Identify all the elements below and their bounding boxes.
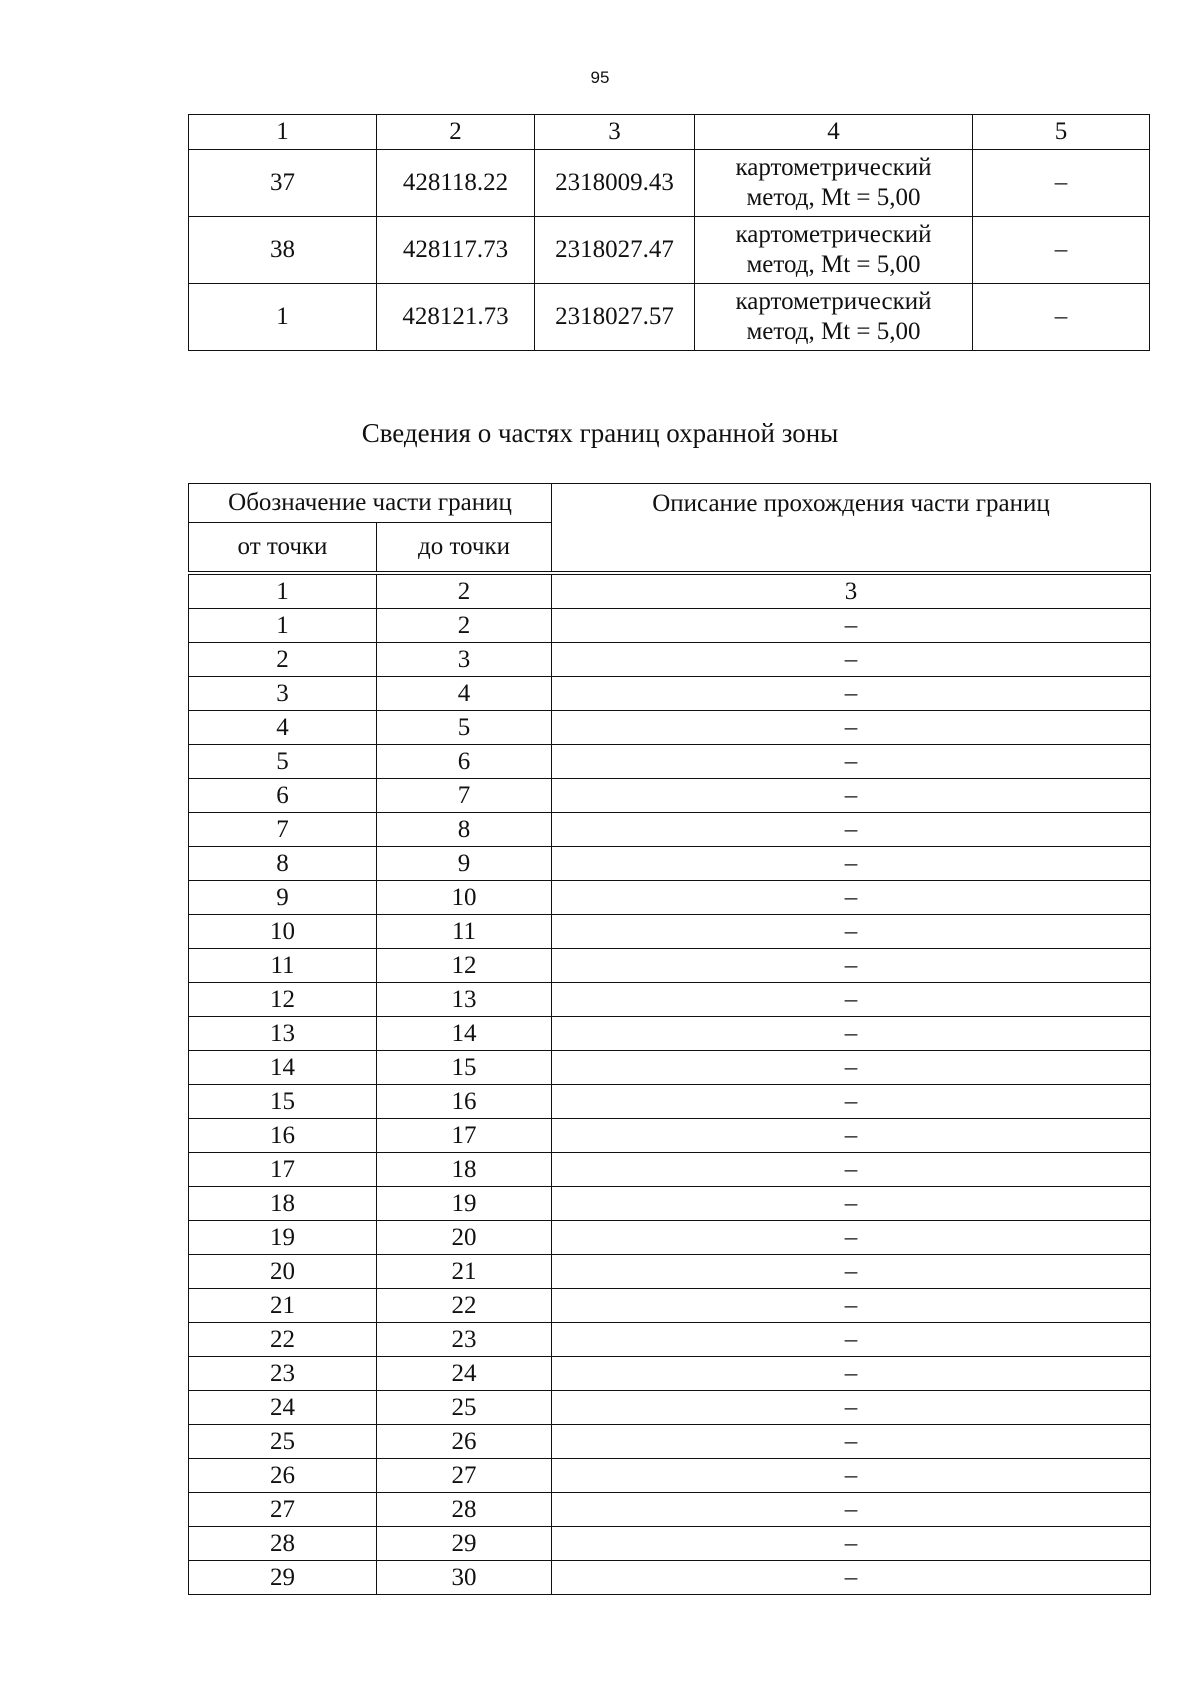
table-row (189, 1391, 1151, 1425)
table-row (189, 711, 1151, 745)
description-cell: – (973, 150, 1150, 217)
from-point-header: от точки (189, 523, 377, 572)
description-cell: – (973, 284, 1150, 351)
table-row (189, 1221, 1151, 1255)
to-point: 26 (377, 1425, 552, 1459)
description: – (552, 1119, 1151, 1153)
method-line-1: картометрический (735, 154, 932, 181)
description: – (552, 847, 1151, 881)
coordinate-y: 2318027.47 (535, 217, 695, 284)
description: – (552, 1493, 1151, 1527)
parts-table (188, 574, 1151, 1595)
table-row (189, 745, 1151, 779)
boundary-part-designation-header: Обозначение части границ (189, 484, 552, 523)
to-point: 24 (377, 1357, 552, 1391)
description: – (552, 1051, 1151, 1085)
to-point: 21 (377, 1255, 552, 1289)
from-point: 15 (189, 1085, 377, 1119)
description: – (552, 1425, 1151, 1459)
method-cell (695, 284, 973, 351)
from-point: 7 (189, 813, 377, 847)
description: – (552, 881, 1151, 915)
from-point: 14 (189, 1051, 377, 1085)
method-line-2: метод, Mt = 5,00 (746, 251, 921, 278)
table-row (189, 643, 1151, 677)
description: – (552, 1527, 1151, 1561)
from-point: 4 (189, 711, 377, 745)
method-line-2: метод, Mt = 5,00 (746, 184, 921, 211)
column-number-row (189, 575, 1151, 609)
method-line-1: картометрический (735, 221, 932, 248)
description: – (552, 1323, 1151, 1357)
to-point: 2 (377, 609, 552, 643)
to-point: 17 (377, 1119, 552, 1153)
to-point: 30 (377, 1561, 552, 1595)
table-row (189, 1255, 1151, 1289)
description: – (552, 779, 1151, 813)
from-point: 27 (189, 1493, 377, 1527)
coordinate-y: 2318027.57 (535, 284, 695, 351)
table-row (189, 983, 1151, 1017)
description: – (552, 1561, 1151, 1595)
to-point: 20 (377, 1221, 552, 1255)
description: – (552, 643, 1151, 677)
description: – (552, 1153, 1151, 1187)
table-row (189, 847, 1151, 881)
from-point: 22 (189, 1323, 377, 1357)
method-line-2: метод, Mt = 5,00 (746, 318, 921, 345)
table-row (189, 1017, 1151, 1051)
table-row (189, 1357, 1151, 1391)
description: – (552, 1187, 1151, 1221)
column-number-2: 2 (377, 115, 535, 150)
to-point: 6 (377, 745, 552, 779)
description: – (552, 1017, 1151, 1051)
from-point: 29 (189, 1561, 377, 1595)
description: – (552, 711, 1151, 745)
to-point: 4 (377, 677, 552, 711)
table-row (189, 1153, 1151, 1187)
from-point: 25 (189, 1425, 377, 1459)
method-cell (695, 150, 973, 217)
from-point: 9 (189, 881, 377, 915)
column-number-4: 4 (695, 115, 973, 150)
from-point: 23 (189, 1357, 377, 1391)
to-point: 11 (377, 915, 552, 949)
to-point: 8 (377, 813, 552, 847)
description-cell: – (973, 217, 1150, 284)
coordinate-x: 428117.73 (377, 217, 535, 284)
from-point: 18 (189, 1187, 377, 1221)
table-row (189, 284, 1150, 351)
description: – (552, 1221, 1151, 1255)
from-point: 3 (189, 677, 377, 711)
to-point: 28 (377, 1493, 552, 1527)
parts-table-header (188, 483, 1151, 572)
coordinate-x: 428121.73 (377, 284, 535, 351)
table-row (189, 813, 1151, 847)
to-point: 18 (377, 1153, 552, 1187)
coordinates-table (188, 114, 1150, 351)
description: – (552, 1459, 1151, 1493)
to-point: 25 (377, 1391, 552, 1425)
from-point: 21 (189, 1289, 377, 1323)
column-number-1: 1 (189, 115, 377, 150)
to-point: 3 (377, 643, 552, 677)
description: – (552, 677, 1151, 711)
table-row (189, 1459, 1151, 1493)
table-row (189, 779, 1151, 813)
column-number-5: 5 (973, 115, 1150, 150)
to-point: 19 (377, 1187, 552, 1221)
column-number-1: 1 (189, 575, 377, 609)
method-line-1: картометрический (735, 288, 932, 315)
point-number: 1 (189, 284, 377, 351)
table-row (189, 1187, 1151, 1221)
table-row (189, 949, 1151, 983)
from-point: 24 (189, 1391, 377, 1425)
table-row (189, 1051, 1151, 1085)
description: – (552, 1391, 1151, 1425)
coordinates-header-row (189, 115, 1150, 150)
from-point: 6 (189, 779, 377, 813)
from-point: 26 (189, 1459, 377, 1493)
table-row (189, 1085, 1151, 1119)
description: – (552, 813, 1151, 847)
to-point: 9 (377, 847, 552, 881)
from-point: 28 (189, 1527, 377, 1561)
page-number: 95 (590, 68, 610, 87)
to-point: 13 (377, 983, 552, 1017)
point-number: 37 (189, 150, 377, 217)
table-row (189, 1493, 1151, 1527)
from-point: 16 (189, 1119, 377, 1153)
description: – (552, 1085, 1151, 1119)
description: – (552, 949, 1151, 983)
to-point: 10 (377, 881, 552, 915)
boundary-description-header: Описание прохождения части границ (552, 484, 1151, 572)
column-number-2: 2 (377, 575, 552, 609)
from-point: 5 (189, 745, 377, 779)
from-point: 8 (189, 847, 377, 881)
description: – (552, 983, 1151, 1017)
from-point: 17 (189, 1153, 377, 1187)
point-number: 38 (189, 217, 377, 284)
from-point: 10 (189, 915, 377, 949)
from-point: 20 (189, 1255, 377, 1289)
table-row (189, 1119, 1151, 1153)
from-point: 2 (189, 643, 377, 677)
table-row (189, 217, 1150, 284)
description: – (552, 609, 1151, 643)
to-point: 12 (377, 949, 552, 983)
table-row (189, 1425, 1151, 1459)
table-row (189, 1323, 1151, 1357)
description: – (552, 915, 1151, 949)
to-point: 22 (377, 1289, 552, 1323)
description: – (552, 745, 1151, 779)
from-point: 12 (189, 983, 377, 1017)
to-point-header: до точки (377, 523, 552, 572)
coordinate-x: 428118.22 (377, 150, 535, 217)
method-cell (695, 217, 973, 284)
table-row (189, 1561, 1151, 1595)
to-point: 5 (377, 711, 552, 745)
section-title: Сведения о частях границ охранной зоны (361, 418, 839, 448)
table-row (189, 609, 1151, 643)
to-point: 27 (377, 1459, 552, 1493)
description: – (552, 1255, 1151, 1289)
from-point: 11 (189, 949, 377, 983)
table-row (189, 915, 1151, 949)
to-point: 23 (377, 1323, 552, 1357)
table-row (189, 1289, 1151, 1323)
to-point: 16 (377, 1085, 552, 1119)
table-row (189, 677, 1151, 711)
from-point: 19 (189, 1221, 377, 1255)
from-point: 1 (189, 609, 377, 643)
table-row (189, 1527, 1151, 1561)
from-point: 13 (189, 1017, 377, 1051)
description: – (552, 1357, 1151, 1391)
to-point: 15 (377, 1051, 552, 1085)
description: – (552, 1289, 1151, 1323)
to-point: 29 (377, 1527, 552, 1561)
column-number-3: 3 (535, 115, 695, 150)
coordinate-y: 2318009.43 (535, 150, 695, 217)
table-row (189, 881, 1151, 915)
column-number-3: 3 (552, 575, 1151, 609)
to-point: 14 (377, 1017, 552, 1051)
table-row (189, 150, 1150, 217)
to-point: 7 (377, 779, 552, 813)
